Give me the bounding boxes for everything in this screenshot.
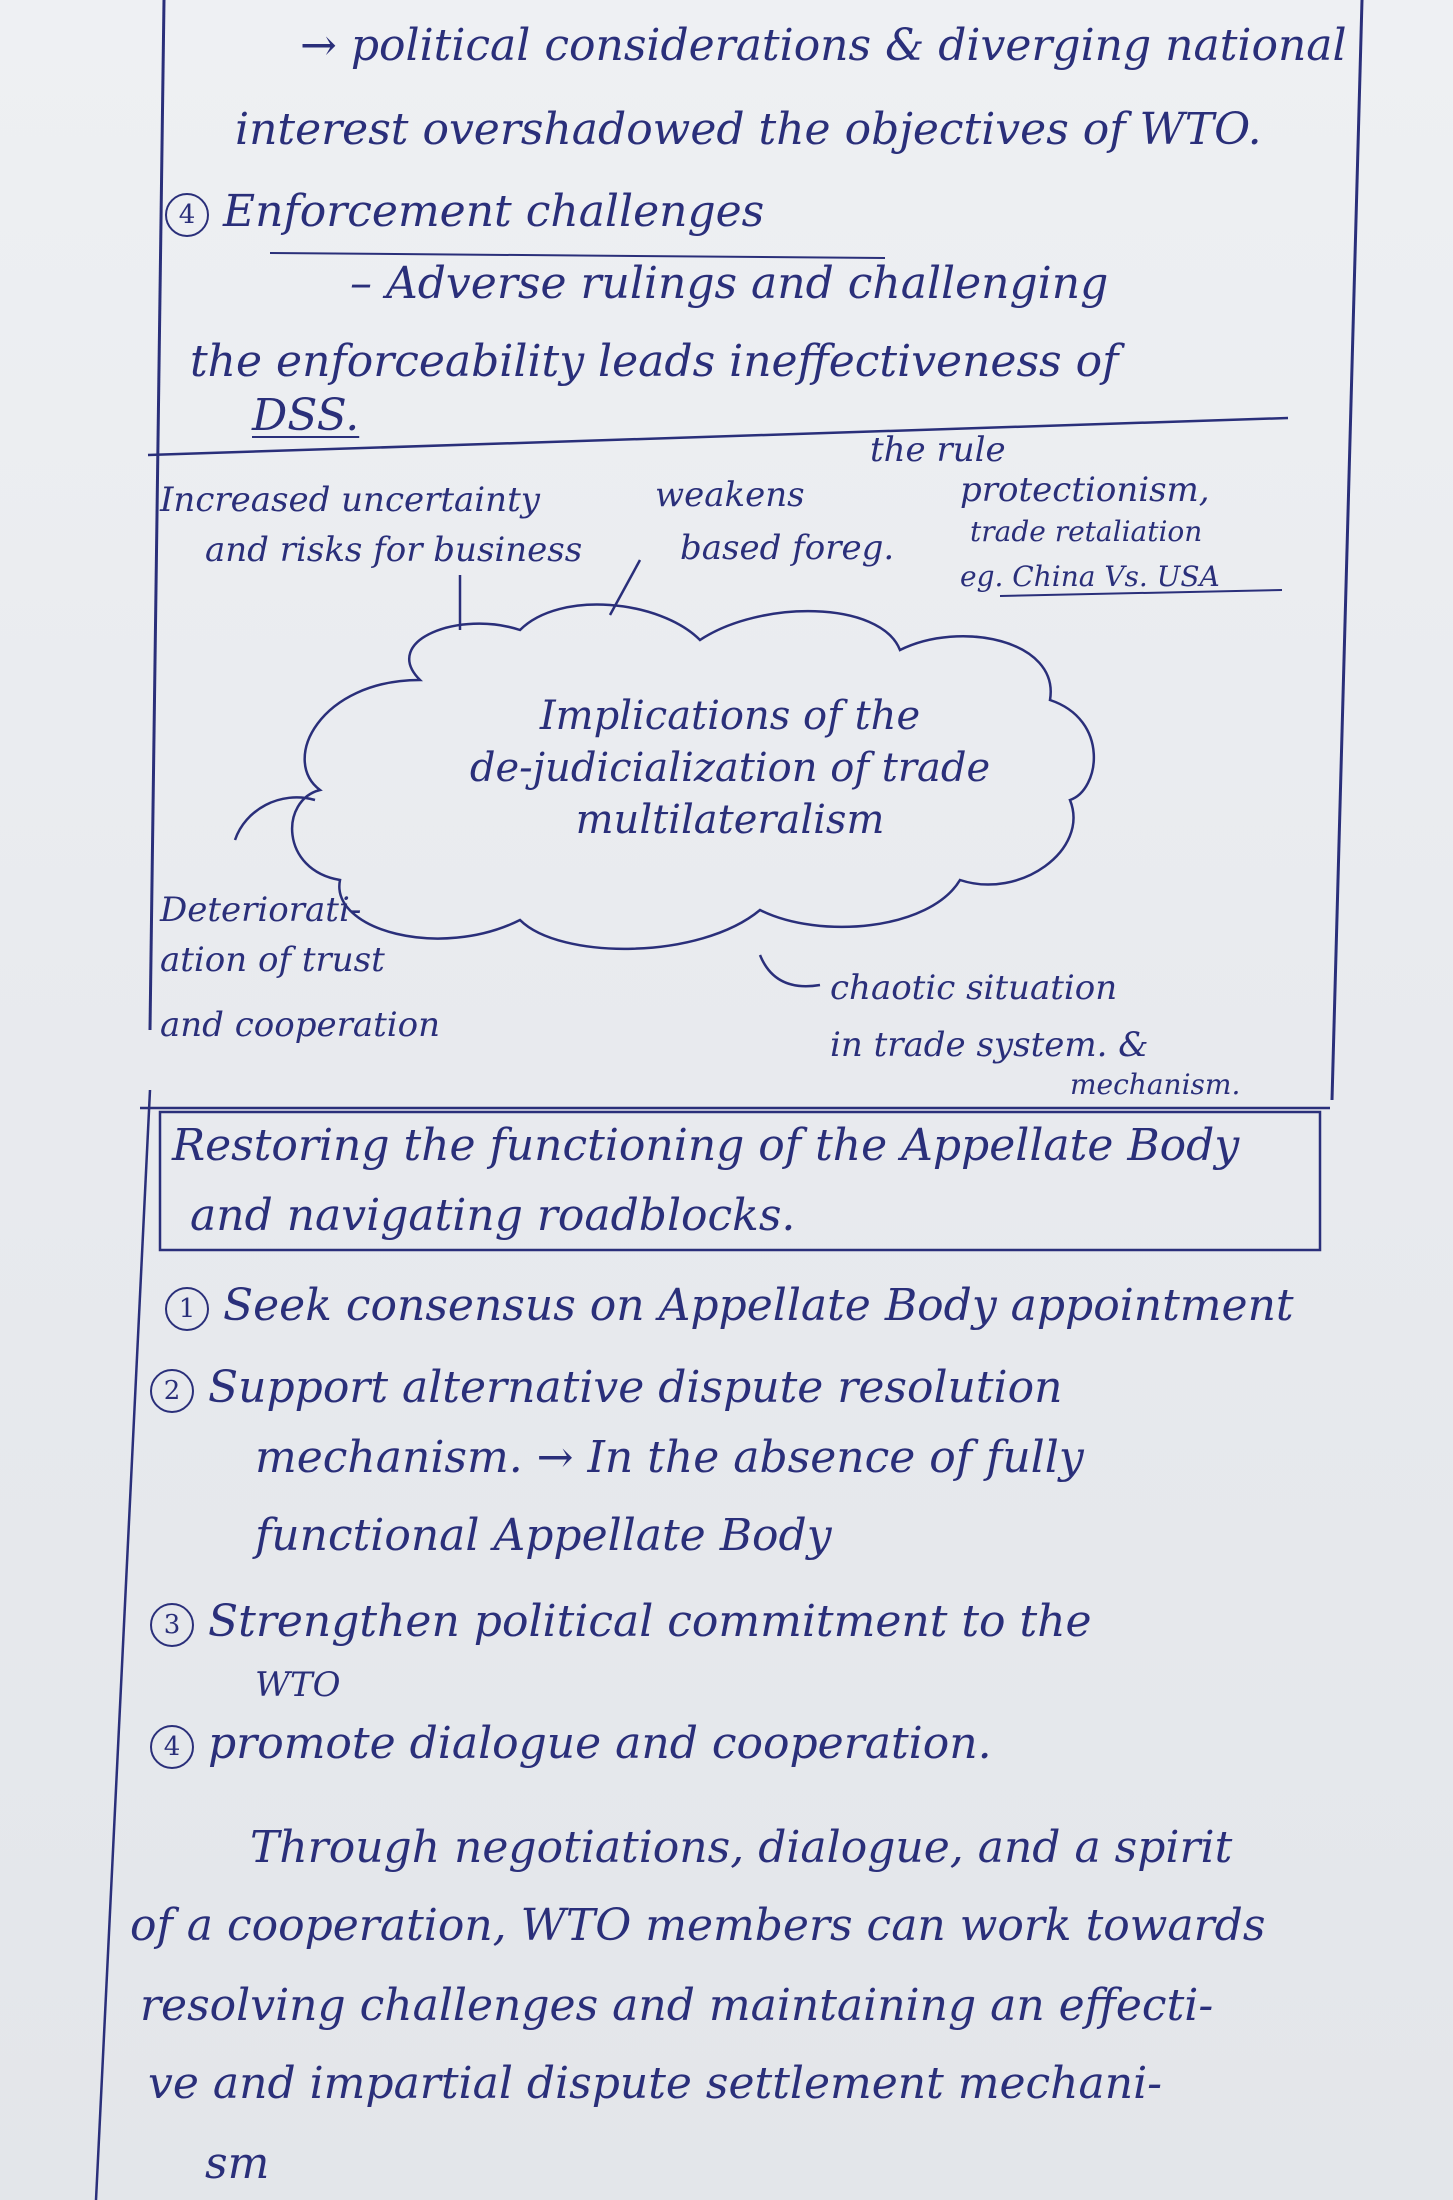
branch-mid-top-2: weakens <box>655 475 805 515</box>
arrow-left <box>235 797 315 840</box>
branch-left-top-1: Increased uncertainty <box>160 480 540 520</box>
step-2-cont-1: mechanism. → In the absence of fully <box>255 1432 1084 1483</box>
point4-heading-row <box>165 186 764 237</box>
conclusion-line-3: resolving challenges and maintaining an effecti- <box>140 1980 1214 2031</box>
point4-line-1: – Adverse rulings and challenging <box>350 258 1109 309</box>
step-2 <box>150 1362 1062 1413</box>
branch-right-top-3: eg. China Vs. USA <box>960 560 1220 593</box>
point4-heading: Enforcement challenges <box>223 186 765 237</box>
step-4 <box>150 1718 992 1769</box>
branch-mid-top-3: based foreg. <box>680 528 895 568</box>
branch-right-top-2: trade retaliation <box>970 515 1203 548</box>
branch-right-3: mechanism. <box>1070 1068 1241 1101</box>
conclusion-line-4: ve and impartial dispute settlement mechani- <box>148 2058 1163 2109</box>
top-line-1: → political considerations & diverging national <box>300 20 1347 71</box>
point4-line-3: DSS. <box>252 390 360 441</box>
branch-right-1: chaotic situation <box>830 968 1118 1008</box>
step-3-number: 3 <box>150 1603 194 1647</box>
cloud-line-1: Implications of the <box>539 693 921 739</box>
step-4-number: 4 <box>150 1725 194 1769</box>
arrow-right <box>760 955 820 986</box>
box-line-2: and navigating roadblocks. <box>190 1190 796 1241</box>
step-4-text: promote dialogue and cooperation. <box>208 1718 992 1769</box>
left-margin-line-lower <box>96 1090 150 2200</box>
step-2-cont-2: functional Appellate Body <box>255 1510 832 1561</box>
branch-left-2: ation of trust <box>160 940 385 980</box>
step-1-number: 1 <box>165 1287 209 1331</box>
step-3 <box>150 1596 1092 1647</box>
right-margin-line <box>1332 0 1362 1100</box>
branch-right-2: in trade system. & <box>830 1025 1149 1065</box>
point4-number: 4 <box>165 193 209 237</box>
cloud-center-text <box>410 690 1050 846</box>
top-line-2: interest overshadowed the objectives of WTO. <box>235 104 1262 155</box>
branch-mid-top-1: the rule <box>870 430 1006 470</box>
box-line-1: Restoring the functioning of the Appellate Body <box>172 1120 1240 1171</box>
step-1 <box>165 1280 1294 1331</box>
branch-left-1: Deteriorati- <box>160 890 362 930</box>
conclusion-line-1: Through negotiations, dialogue, and a spirit <box>250 1822 1233 1873</box>
step-3-cont: WTO <box>255 1665 341 1705</box>
conclusion-line-2: of a cooperation, WTO members can work towards <box>130 1900 1266 1951</box>
conclusion-line-5: sm <box>205 2138 270 2189</box>
cloud-line-2: de-judicialization of trade <box>469 745 991 791</box>
cloud-line-3: multilateralism <box>575 797 885 843</box>
step-2-text: Support alternative dispute resolution <box>208 1362 1063 1413</box>
branch-left-3: and cooperation <box>160 1005 441 1045</box>
branch-right-top-1: protectionism, <box>960 470 1210 510</box>
step-3-text: Strengthen political commitment to the <box>208 1596 1092 1647</box>
step-2-number: 2 <box>150 1369 194 1413</box>
point4-line-2: the enforceability leads ineffectiveness of <box>190 336 1119 387</box>
step-1-text: Seek consensus on Appellate Body appointment <box>223 1280 1294 1331</box>
branch-left-top-2: and risks for business <box>205 530 583 570</box>
